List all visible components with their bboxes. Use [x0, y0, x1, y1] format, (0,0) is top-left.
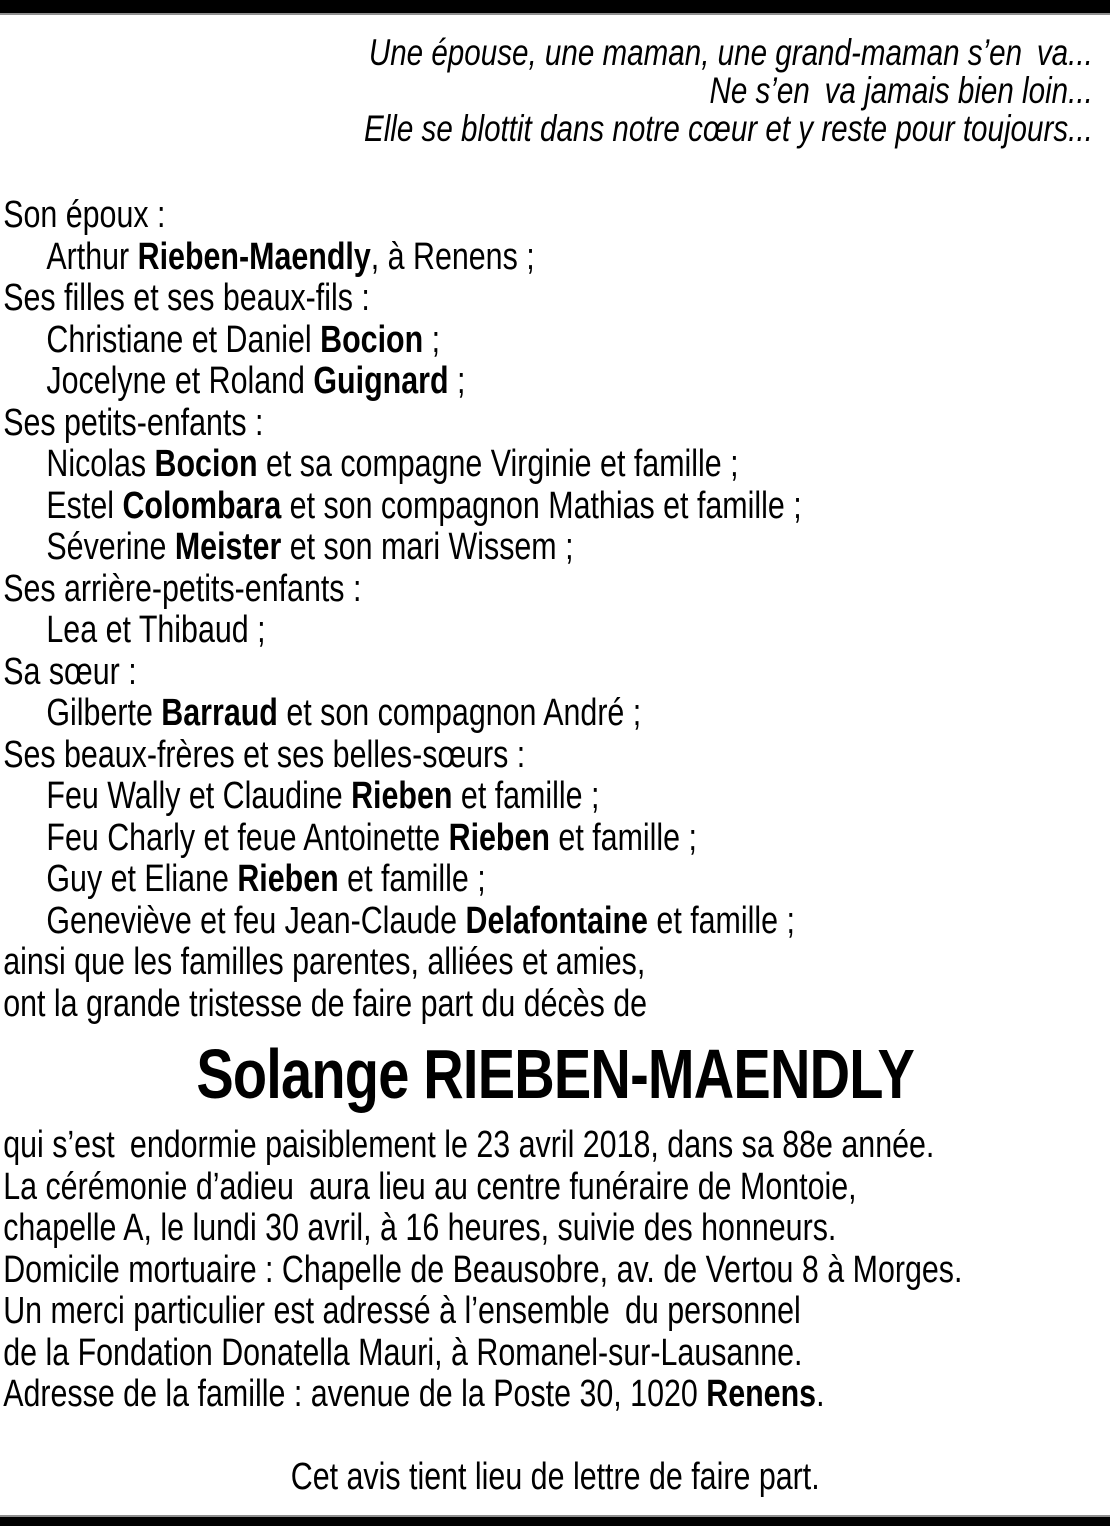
- text-segment: ont la grande tristesse de faire part du décès de: [3, 982, 648, 1025]
- family-line: [3, 361, 1110, 403]
- text-segment: La cérémonie d’adieu aura lieu au centre funéraire de Montoie,: [3, 1165, 857, 1208]
- text-segment: Guy et Eliane: [46, 858, 238, 900]
- text-segment: qui s’est endormie paisiblement le 23 avril 2018, dans sa 88e année.: [3, 1124, 935, 1166]
- deceased-name-title: Solange RIEBEN-MAENDLY: [196, 1035, 915, 1113]
- family-line: [3, 901, 1110, 943]
- text-segment: Ses arrière-petits-enfants :: [3, 567, 362, 610]
- text-segment: et famille ;: [647, 899, 795, 942]
- surname-bold: Rieben-Maendly: [137, 235, 371, 278]
- family-line: [3, 527, 1110, 569]
- text-segment: Geneviève et feu Jean-Claude: [46, 899, 466, 942]
- epigraph-line: [0, 34, 1093, 72]
- surname-bold: Rieben: [237, 858, 339, 900]
- text-segment: Gilberte: [46, 692, 162, 734]
- text-segment: et sa compagne Virginie et famille ;: [257, 443, 739, 485]
- announcement-line: [3, 1333, 1110, 1375]
- text-segment: chapelle A, le lundi 30 avril, à 16 heures, suivie des honneurs.: [3, 1207, 837, 1249]
- family-line: [3, 610, 1110, 652]
- announcement-line: [3, 1125, 1110, 1167]
- family-line: [3, 444, 1110, 486]
- surname-bold: Bocion: [154, 443, 258, 485]
- epigraph-line: [0, 110, 1093, 148]
- family-list: [0, 195, 1110, 1025]
- text-segment: Arthur: [46, 235, 138, 278]
- text-segment: Ses beaux-frères et ses belles-sœurs :: [3, 733, 526, 776]
- text-segment: Son époux :: [3, 194, 166, 236]
- text-segment: Nicolas: [46, 443, 155, 485]
- funeral-details: [0, 1125, 1110, 1416]
- text-segment: , à Renens ;: [370, 235, 535, 278]
- surname-bold: Barraud: [161, 692, 278, 734]
- text-segment: Domicile mortuaire : Chapelle de Beausobre, av. de Vertou 8 à Morges.: [3, 1248, 963, 1291]
- surname-bold: Renens: [706, 1373, 817, 1415]
- announcement-line: [3, 1250, 1110, 1292]
- text-segment: Jocelyne et Roland: [46, 360, 314, 402]
- family-line: [3, 237, 1110, 279]
- family-line: [3, 403, 1110, 445]
- text-segment: Séverine: [46, 526, 175, 568]
- family-line: [3, 693, 1110, 735]
- epigraph-line: [0, 72, 1093, 110]
- family-line: [3, 942, 1110, 984]
- text-segment: ;: [448, 360, 466, 402]
- surname-bold: Guignard: [313, 360, 449, 402]
- text-segment: et famille ;: [338, 858, 486, 900]
- text-segment: et son compagnon Mathias et famille ;: [281, 484, 802, 527]
- notice-content: [0, 15, 1110, 1498]
- announcement-line: [3, 1291, 1110, 1333]
- text-segment: Elle se blottit dans notre cœur et y reste pour toujours...: [363, 108, 1093, 149]
- surname-bold: Rieben: [351, 775, 453, 817]
- text-segment: Feu Wally et Claudine: [46, 775, 352, 817]
- family-line: [3, 486, 1110, 528]
- surname-bold: Meister: [174, 526, 282, 568]
- text-segment: Ses petits-enfants :: [3, 401, 264, 444]
- text-segment: Ne s’en va jamais bien loin...: [709, 70, 1093, 111]
- text-segment: et famille ;: [452, 775, 600, 817]
- announcement-line: [3, 1374, 1110, 1416]
- family-line: [3, 278, 1110, 320]
- family-line: [3, 652, 1110, 694]
- text-segment: Feu Charly et feue Antoinette: [46, 816, 449, 859]
- announcement-line: [3, 1208, 1110, 1250]
- announcement-line: [3, 1167, 1110, 1209]
- text-segment: Sa sœur :: [3, 650, 137, 693]
- text-segment: Adresse de la famille : avenue de la Poste 30, 1020: [3, 1373, 707, 1415]
- text-segment: de la Fondation Donatella Mauri, à Romanel-sur-Lausanne.: [3, 1331, 803, 1374]
- text-segment: .: [816, 1373, 825, 1415]
- top-border-rule: [0, 0, 1110, 15]
- epigraph-verse: [0, 34, 1110, 148]
- bottom-border-rule: [0, 1515, 1110, 1526]
- faire-part-note: Cet avis tient lieu de lettre de faire part.: [290, 1455, 820, 1498]
- text-segment: ainsi que les familles parentes, alliées et amies,: [3, 941, 646, 983]
- text-segment: Estel: [46, 484, 123, 527]
- text-segment: ;: [423, 318, 441, 361]
- family-line: [3, 195, 1110, 237]
- text-segment: et son compagnon André ;: [277, 692, 642, 734]
- family-line: [3, 984, 1110, 1026]
- surname-bold: Delafontaine: [465, 899, 648, 942]
- text-segment: et famille ;: [549, 816, 697, 859]
- surname-bold: Colombara: [122, 484, 282, 527]
- text-segment: Christiane et Daniel: [46, 318, 321, 361]
- surname-bold: Rieben: [448, 816, 550, 859]
- family-line: [3, 776, 1110, 818]
- surname-bold: Bocion: [320, 318, 424, 361]
- text-segment: Un merci particulier est adressé à l’ensemble du personnel: [3, 1290, 801, 1332]
- text-segment: Lea et Thibaud ;: [46, 609, 266, 651]
- text-segment: Ses filles et ses beaux-fils :: [3, 277, 370, 319]
- family-line: [3, 320, 1110, 362]
- text-segment: et son mari Wissem ;: [281, 526, 574, 568]
- family-line: [3, 735, 1110, 777]
- family-line: [3, 859, 1110, 901]
- family-line: [3, 569, 1110, 611]
- text-segment: Une épouse, une maman, une grand-maman s’en va...: [368, 32, 1093, 73]
- family-line: [3, 818, 1110, 860]
